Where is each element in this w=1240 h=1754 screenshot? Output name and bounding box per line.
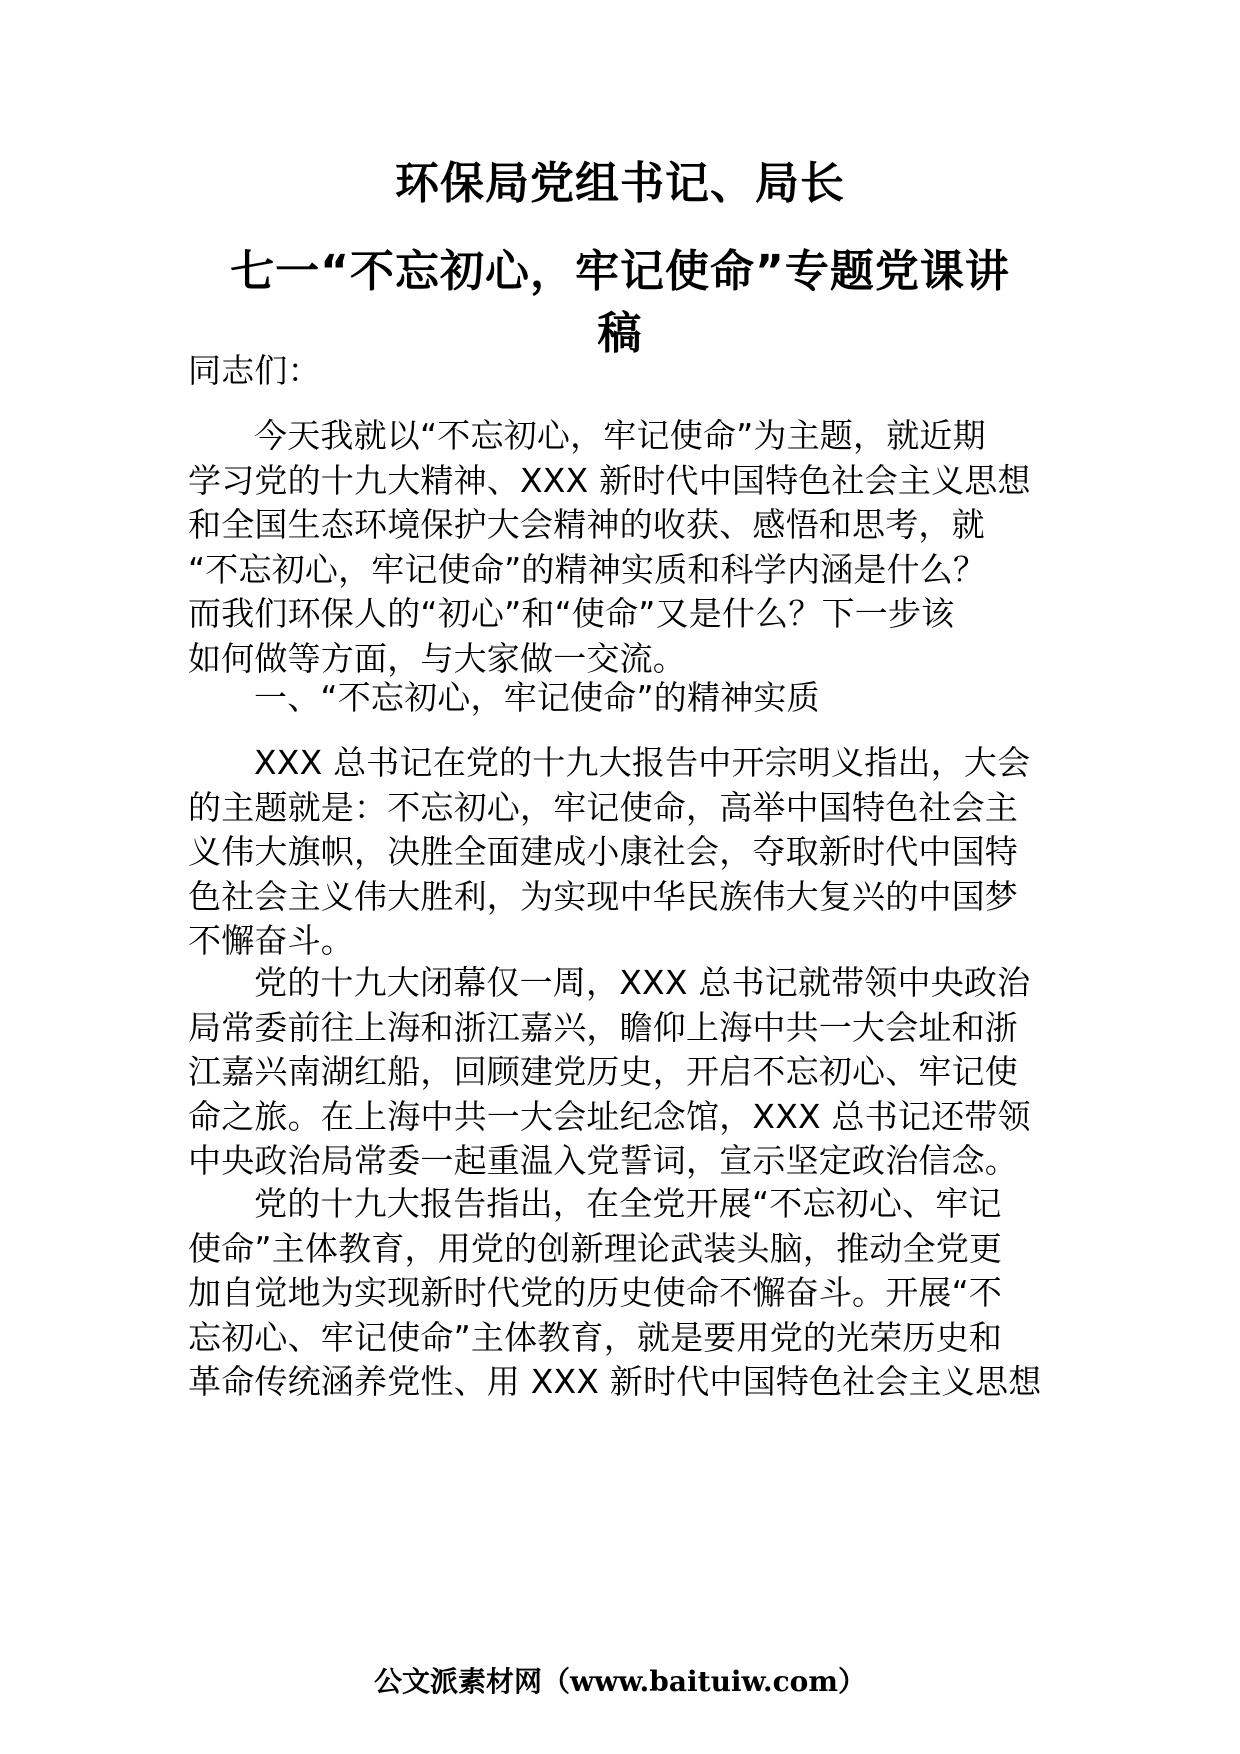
paragraph-line: 命之旅。在上海中共一大会址纪念馆，XXX 总书记还带领 [188, 1096, 1031, 1136]
paragraph-line: 忘初心、牢记使命”主体教育，就是要用党的光荣历史和 [188, 1317, 1003, 1357]
paragraph-line: 而我们环保人的“初心”和“使命”又是什么？下一步该 [188, 594, 955, 633]
paragraph-line: 义伟大旗帜，决胜全面建成小康社会，夺取新时代中国特 [188, 832, 1018, 871]
salutation [188, 349, 1048, 394]
paragraph-line: 学习党的十九大精神、XXX 新时代中国特色社会主义思想 [188, 460, 1031, 500]
paragraph-visit [188, 961, 1048, 1184]
salutation-line: 同志们： [188, 351, 321, 390]
document-title-line-2: 七一“不忘初心，牢记使命”专题党课讲 [230, 246, 1010, 297]
paragraph-line: 今天我就以“不忘初心，牢记使命”为主题，就近期 [254, 416, 986, 455]
paragraph-line: 党的十九大闭幕仅一周，XXX 总书记就带领中央政治 [254, 963, 1031, 1002]
paragraph-theme [188, 741, 1048, 964]
document-title-line-3: 稿 [597, 308, 643, 359]
paragraph-intro [188, 414, 1048, 681]
paragraph-line: 中央政治局常委一起重温入党誓词，宣示坚定政治信念。 [188, 1141, 1018, 1180]
paragraph-line: 色社会主义伟大胜利，为实现中华民族伟大复兴的中国梦 [188, 876, 1018, 916]
paragraph-line: 使命”主体教育，用党的创新理论武装头脑，推动全党更 [188, 1228, 1003, 1268]
paragraph-line: 党的十九大报告指出，在全党开展“不忘初心、牢记 [254, 1184, 1002, 1223]
document-title-line-1: 环保局党组书记、局长 [395, 158, 845, 209]
paragraph-line: 江嘉兴南湖红船，回顾建党历史，开启不忘初心、牢记使 [188, 1052, 1018, 1091]
paragraph-line: 的主题就是：不忘初心，牢记使命，高举中国特色社会主 [188, 787, 1018, 827]
paragraph-line: “不忘初心，牢记使命”的精神实质和科学内涵是什么？ [188, 549, 987, 589]
paragraph-line: 不懈奋斗。 [188, 921, 354, 960]
paragraph-line: 革命传统涵养党性、用 XXX 新时代中国特色社会主义思想 [188, 1362, 1042, 1401]
paragraph-education [188, 1182, 1048, 1405]
paragraph-line: 如何做等方面，与大家做一交流。 [188, 638, 686, 678]
page-footer: 公文派素材网（www.baituiw.com） [374, 1665, 866, 1698]
paragraph-line: XXX 总书记在党的十九大报告中开宗明义指出，大会 [254, 743, 1031, 782]
section-heading [188, 676, 1048, 721]
section-heading-line: 一、“不忘初心，牢记使命”的精神实质 [254, 678, 820, 717]
paragraph-line: 和全国生态环境保护大会精神的收获、感悟和思考，就 [188, 505, 985, 544]
paragraph-line: 加自觉地为实现新时代党的历史使命不懈奋斗。开展“不 [188, 1273, 1003, 1312]
paragraph-line: 局常委前往上海和浙江嘉兴，瞻仰上海中共一大会址和浙 [188, 1007, 1018, 1047]
